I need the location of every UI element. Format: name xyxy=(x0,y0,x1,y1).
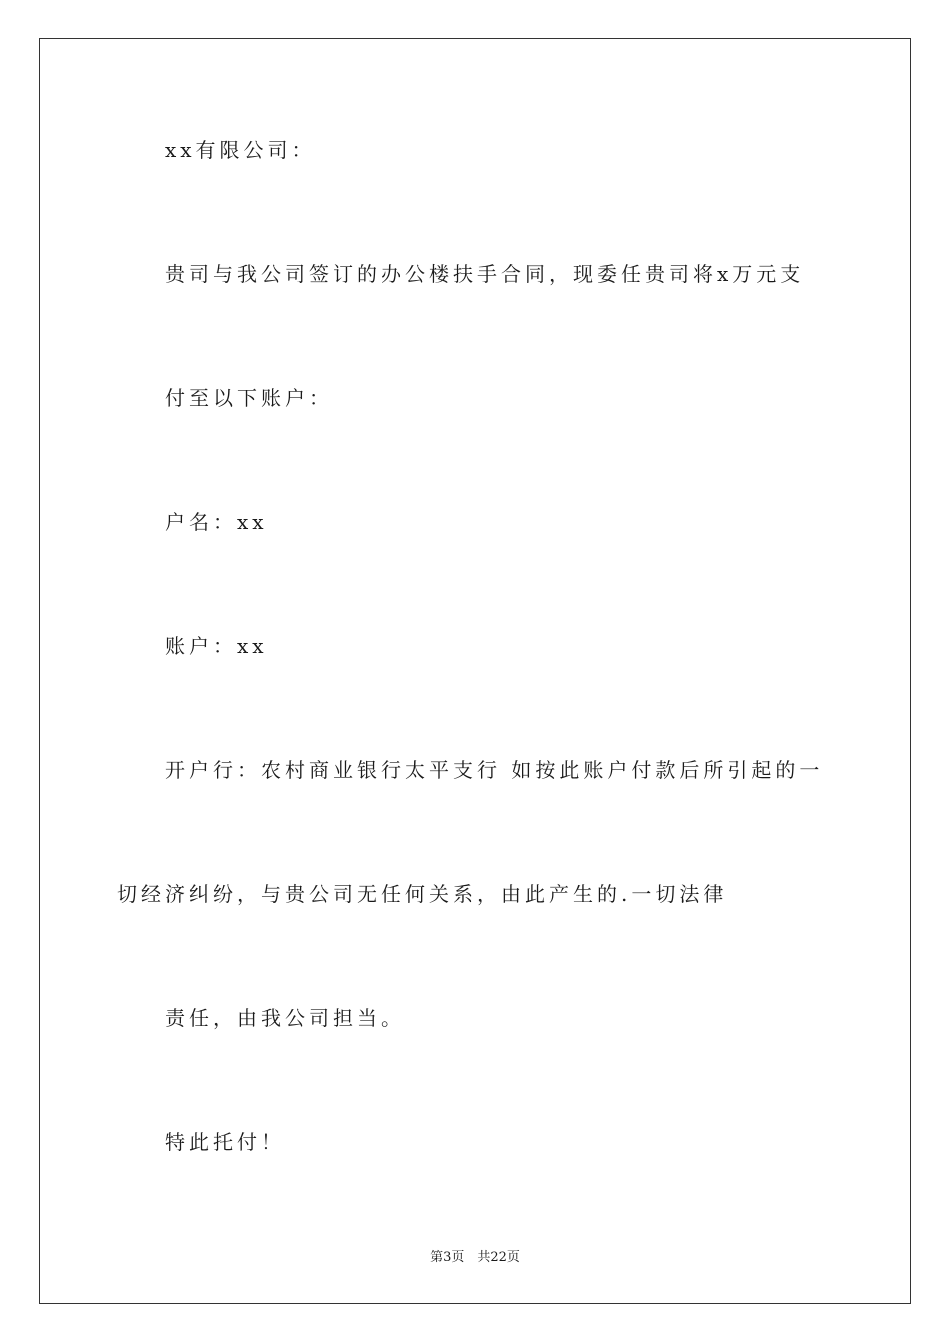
page-frame xyxy=(39,38,911,1304)
body-line-3: 切经济纠纷，与贵公司无任何关系，由此产生的.一切法律 xyxy=(117,882,728,906)
page-number-footer: 第3页 共22页 xyxy=(430,1250,520,1265)
addressee-line: xx有限公司： xyxy=(165,138,316,162)
bank-line: 开户行：农村商业银行太平支行 如按此账户付款后所引起的一 xyxy=(165,758,824,782)
body-line-4: 责任，由我公司担当。 xyxy=(165,1006,405,1030)
account-number-line: 账户：xx xyxy=(165,634,268,658)
account-name-line: 户名：xx xyxy=(165,510,268,534)
body-line-2: 付至以下账户： xyxy=(165,386,333,410)
body-line-1: 贵司与我公司签订的办公楼扶手合同，现委任贵司将x万元支 xyxy=(165,262,805,286)
closing-line: 特此托付！ xyxy=(165,1130,285,1154)
